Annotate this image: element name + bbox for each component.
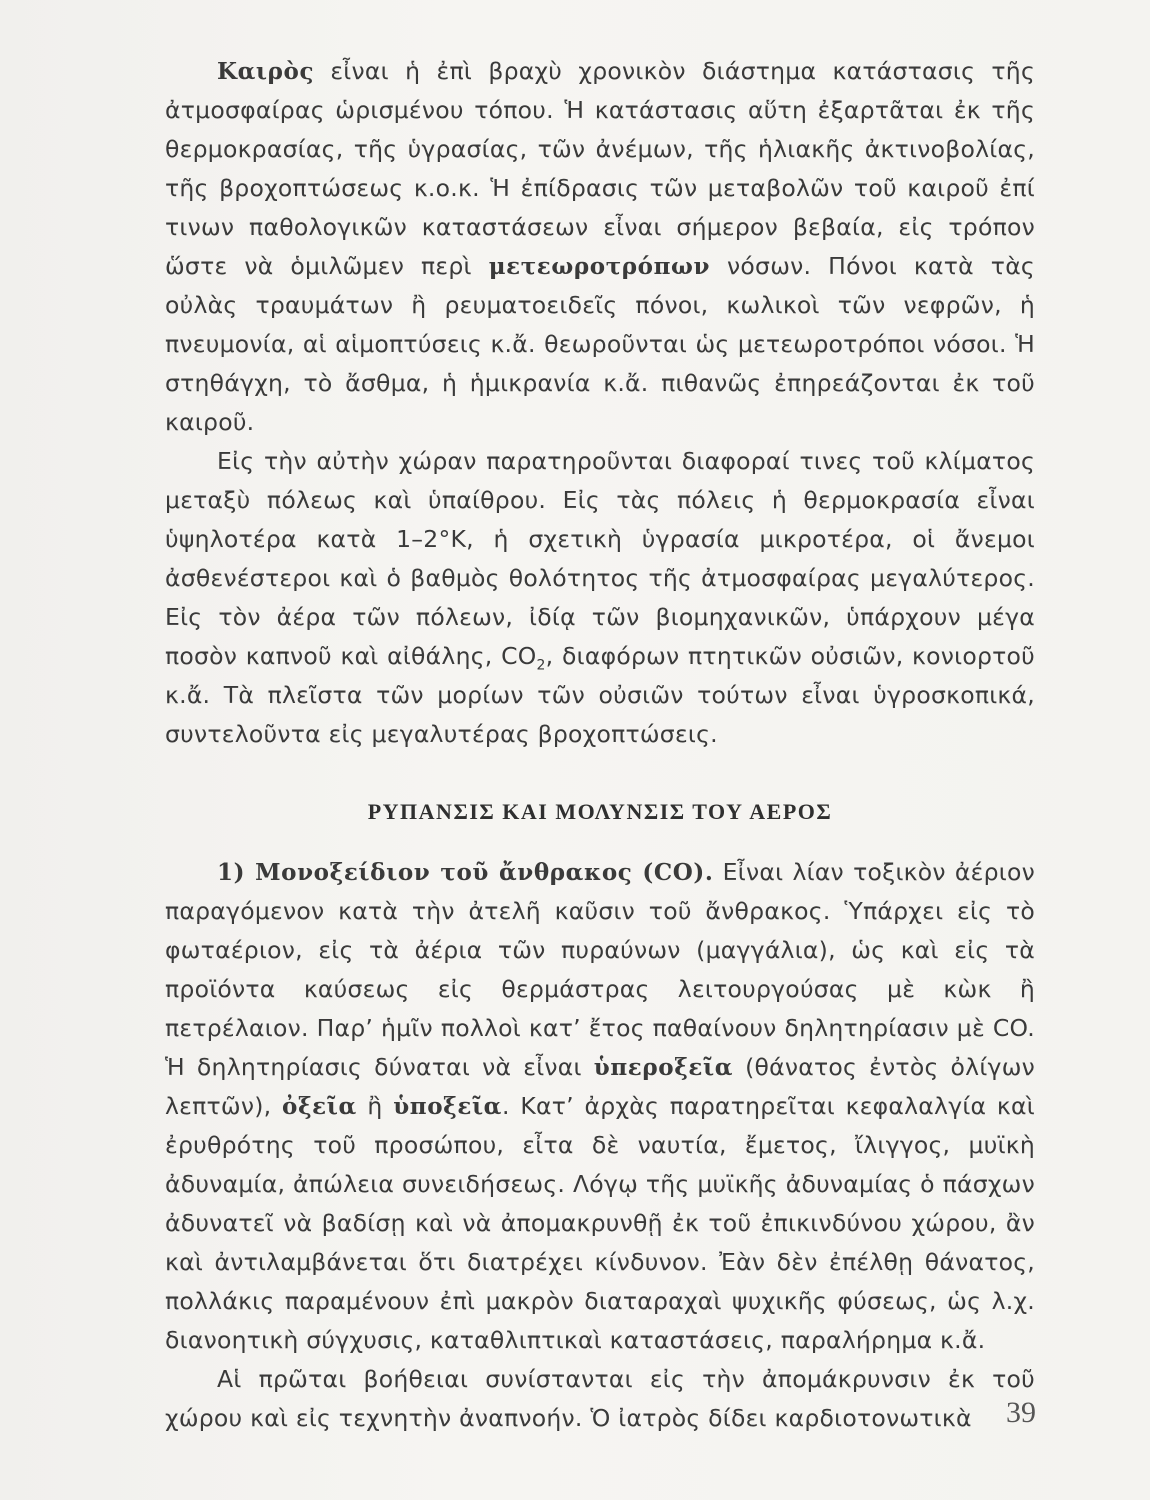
paragraph xyxy=(165,52,1035,442)
text-run: . Κατ’ ἀρχὰς παρατηρεῖται κεφαλαλγία καὶ ἐρυθρότης τοῦ προσώπου, εἶτα δὲ ναυτία, ἔμετος, ἴλιγγος, μυϊκὴ ἀδυναμία, ἀπώλεια συνειδήσεως. Λόγῳ τῆς μυϊκῆς ἀδυναμίας ὁ πάσχων ἀδυνατεῖ νὰ βαδίσῃ καὶ νὰ ἀπομακρυνθῇ ἐκ τοῦ ἐπικινδύνου χώρου, ἂν καὶ ἀντιλαμβάνεται ὅτι διατρέχει κίνδυνον. Ἐὰν δὲν ἐπέλθῃ θάνατος, πολλάκις παραμένουν ἐπὶ μακρὸν διαταραχαὶ ψυχικῆς φύσεως, ὡς λ.χ. διανοητικὴ σύγχυσις, καταθλιπτικαὶ καταστάσεις, παραλήρημα κ.ἄ. xyxy=(165,1092,1035,1354)
page-number: 39 xyxy=(1006,1396,1036,1429)
paragraphs-before-heading xyxy=(165,52,1035,754)
bold-term: μετεωροτρόπων xyxy=(488,253,711,280)
text-run: (θάνατος ἐντὸς ὀλίγων λεπτῶν), xyxy=(165,1053,1036,1120)
bold-term: Καιρὸς xyxy=(217,58,315,85)
bold-term: ὑποξεῖα xyxy=(393,1093,502,1120)
bold-term: ὀξεῖα xyxy=(282,1093,357,1120)
text-run: ἢ xyxy=(356,1092,394,1120)
text-run: νόσων. Πόνοι κατὰ τὰς οὐλὰς τραυμάτων ἢ ρευματοειδεῖς πόνοι, κωλικοὶ τῶν νεφρῶν, ἡ πνευμονία, αἱ αἱμοπτύσεις κ.ἄ. θεωροῦνται ὡς μετεωροτρόποι νόσοι. Ἡ στηθάγχη, τὸ ἄσθμα, ἡ ἡμικρανία κ.ἄ. πιθανῶς ἐπηρεάζονται ἐκ τοῦ καιροῦ. xyxy=(165,252,1035,436)
paragraph xyxy=(165,442,1035,754)
text-run: εἶναι ἡ ἐπὶ βραχὺ χρονικὸν διάστημα κατάστασις τῆς ἀτμοσφαίρας ὡρισμένου τόπου. Ἡ κατάστασις αὕτη ἐξαρτᾶται ἐκ τῆς θερμοκρασίας, τῆς ὑγρασίας, τῶν ἀνέμων, τῆς ἡλιακῆς ἀκτινοβολίας, τῆς βροχοπτώσεως κ.ο.κ. Ἡ ἐπίδρασις τῶν μεταβολῶν τοῦ καιροῦ ἐπί τινων παθολογικῶν καταστάσεων εἶναι σήμερον βεβαία, εἰς τρόπον ὥστε νὰ ὁμιλῶμεν περὶ xyxy=(165,57,1035,280)
text-run: Αἱ πρῶται βοήθειαι συνίστανται εἰς τὴν ἀπομάκρυνσιν ἐκ τοῦ χώρου καὶ εἰς τεχνητὴν ἀναπνοήν. Ὁ ἰατρὸς δίδει καρδιοτονωτικὰ xyxy=(165,1365,1035,1432)
body-text xyxy=(165,52,1035,1438)
bold-term: 1) Μονοξείδιον τοῦ ἄνθρακος (CO). xyxy=(217,859,714,886)
text-run: Εἰς τὴν αὐτὴν χώραν παρατηροῦνται διαφοραί τινες τοῦ κλίματος μεταξὺ πόλεως καὶ ὑπαίθρου. Εἰς τὰς πόλεις ἡ θερμοκρασία εἶναι ὑψηλοτέρα κατὰ 1–2°Κ, ἡ σχετικὴ ὑγρασία μικροτέρα, οἱ ἄνεμοι ἀσθενέστεροι καὶ ὁ βαθμὸς θολότητος τῆς ἀτμοσφαίρας μεγαλύτερος. Εἰς τὸν ἀέρα τῶν πόλεων, ἰδίᾳ τῶν βιομηχανικῶν, ὑπάρχουν μέγα ποσὸν καπνοῦ καὶ αἰθάλης, CO xyxy=(165,447,1035,670)
section-heading: ΡΥΠΑΝΣΙΣ ΚΑΙ ΜΟΛΥΝΣΙΣ ΤΟΥ ΑΕΡΟΣ xyxy=(367,799,833,824)
subscript: 2 xyxy=(536,657,546,674)
paragraph xyxy=(165,1360,1035,1438)
text-run: , διαφόρων πτητικῶν οὐσιῶν, κονιορτοῦ κ.ἄ. Τὰ πλεῖστα τῶν μορίων τῶν οὐσιῶν τούτων εἶναι ὑγροσκοπικά, συντελοῦντα εἰς μεγαλυτέρας βροχοπτώσεις. xyxy=(165,642,1035,748)
paragraphs-after-heading xyxy=(165,853,1035,1438)
text-run: Εἶναι λίαν τοξικὸν ἀέριον παραγόμενον κατὰ τὴν ἀτελῆ καῦσιν τοῦ ἄνθρακος. Ὑπάρχει εἰς τὸ φωταέριον, εἰς τὰ ἀέρια τῶν πυραύνων (μαγγάλια), ὡς καὶ εἰς τὰ προϊόντα καύσεως εἰς θερμάστρας λειτουργούσας μὲ κὼκ ἢ πετρέλαιον. Παρ’ ἡμῖν πολλοὶ κατ’ ἔτος παθαίνουν δηλητηρίασιν μὲ CO. Ἡ δηλητηρίασις δύναται νὰ εἶναι xyxy=(165,858,1035,1081)
paragraph xyxy=(165,853,1035,1360)
bold-term: ὑπεροξεῖα xyxy=(593,1054,734,1081)
